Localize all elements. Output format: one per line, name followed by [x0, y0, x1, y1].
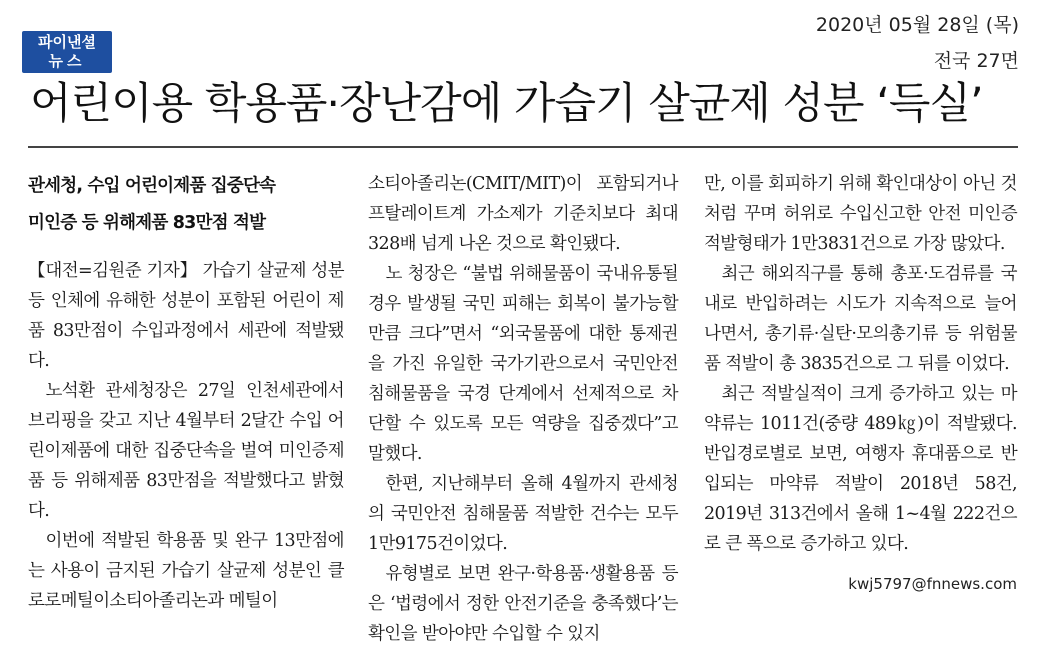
paragraph: 노 청장은 “불법 위해물품이 국내유통될 경우 발생될 국민 피해는 회복이 불가능할 만큼 크다”면서 “외국물품에 대한 통제권을 가진 유일한 국가기관으로서 국민안전 침해물품을 국경 단계에서 선제적으로 차단할 수 있도록 모든 역량을 집중겠다”고 말했다. [368, 264, 678, 464]
paragraph: 최근 적발실적이 크게 증가하고 있는 마약류는 1011건(중량 489㎏)이 적발됐다. 반입경로별로 보면, 여행자 휴대품으로 반입되는 마약류 적발이 2018년 58건, 2019년 313건에서 올해 1~4월 222건으로 큰 폭으로 증가하고 있다. [704, 384, 1017, 554]
newspaper-logo [22, 31, 112, 73]
article-column-3 [704, 169, 1017, 559]
article-column-2 [368, 169, 678, 649]
article-column-1 [28, 168, 344, 616]
publication-date: 2020년 05월 28일 (목) [815, 14, 1019, 36]
subheadline-line-1: 관세청, 수입 어린이제품 집중단속 [28, 176, 276, 196]
paragraph: 유형별로 보면 완구·학용품·생활용품 등은 ‘법령에서 정한 안전기준을 충족했다’는 확인을 받아야만 수입할 수 있지 [368, 564, 678, 644]
subheadline [28, 168, 344, 242]
page-number: 전국 27면 [933, 50, 1019, 72]
paragraph: 만, 이를 회피하기 위해 확인대상이 아닌 것처럼 꾸며 허위로 수입신고한 안전 미인증 적발형태가 1만3831건으로 가장 많았다. [704, 174, 1017, 254]
paragraph: 한편, 지난해부터 올해 4월까지 관세청의 국민안전 침해물품 적발한 건수는 모두 1만9175건이었다. [368, 474, 678, 554]
paragraph: 【대전=김원준 기자】 가습기 살균제 성분 등 인체에 유해한 성분이 포함된 어린이 제품 83만점이 수입과정에서 세관에 적발됐다. [28, 261, 344, 371]
paragraph: 소티아졸리논(CMIT/MIT)이 포함되거나 프탈레이트계 가소제가 기준치보다 최대 328배 넘게 나온 것으로 확인됐다. [368, 174, 678, 254]
logo-line1: 파이낸셜 [38, 33, 96, 51]
paragraph: 최근 해외직구를 통해 총포·도검류를 국내로 반입하려는 시도가 지속적으로 늘어나면서, 총기류·실탄·모의총기류 등 위험물품 적발이 총 3835건으로 그 뒤를 이었다. [704, 264, 1017, 374]
headline: 어린이용 학용품·장난감에 가습기 살균제 성분 ‘득실’ [30, 79, 983, 129]
logo-line2: 뉴스 [48, 52, 86, 70]
headline-divider [28, 146, 1018, 148]
paragraph: 노석환 관세청장은 27일 인천세관에서 브리핑을 갖고 지난 4월부터 2달간 수입 어린이제품에 대한 집중단속을 벌여 미인증제품 등 위해제품 83만점을 적발했다고 밝혔다. [28, 381, 344, 521]
subheadline-line-2: 미인증 등 위해제품 83만점 적발 [28, 213, 266, 233]
reporter-email: kwj5797@fnnews.com [848, 575, 1017, 593]
paragraph: 이번에 적발된 학용품 및 완구 13만점에는 사용이 금지된 가습기 살균제 성분인 클로로메틸이소티아졸리논과 메틸이 [28, 531, 344, 611]
